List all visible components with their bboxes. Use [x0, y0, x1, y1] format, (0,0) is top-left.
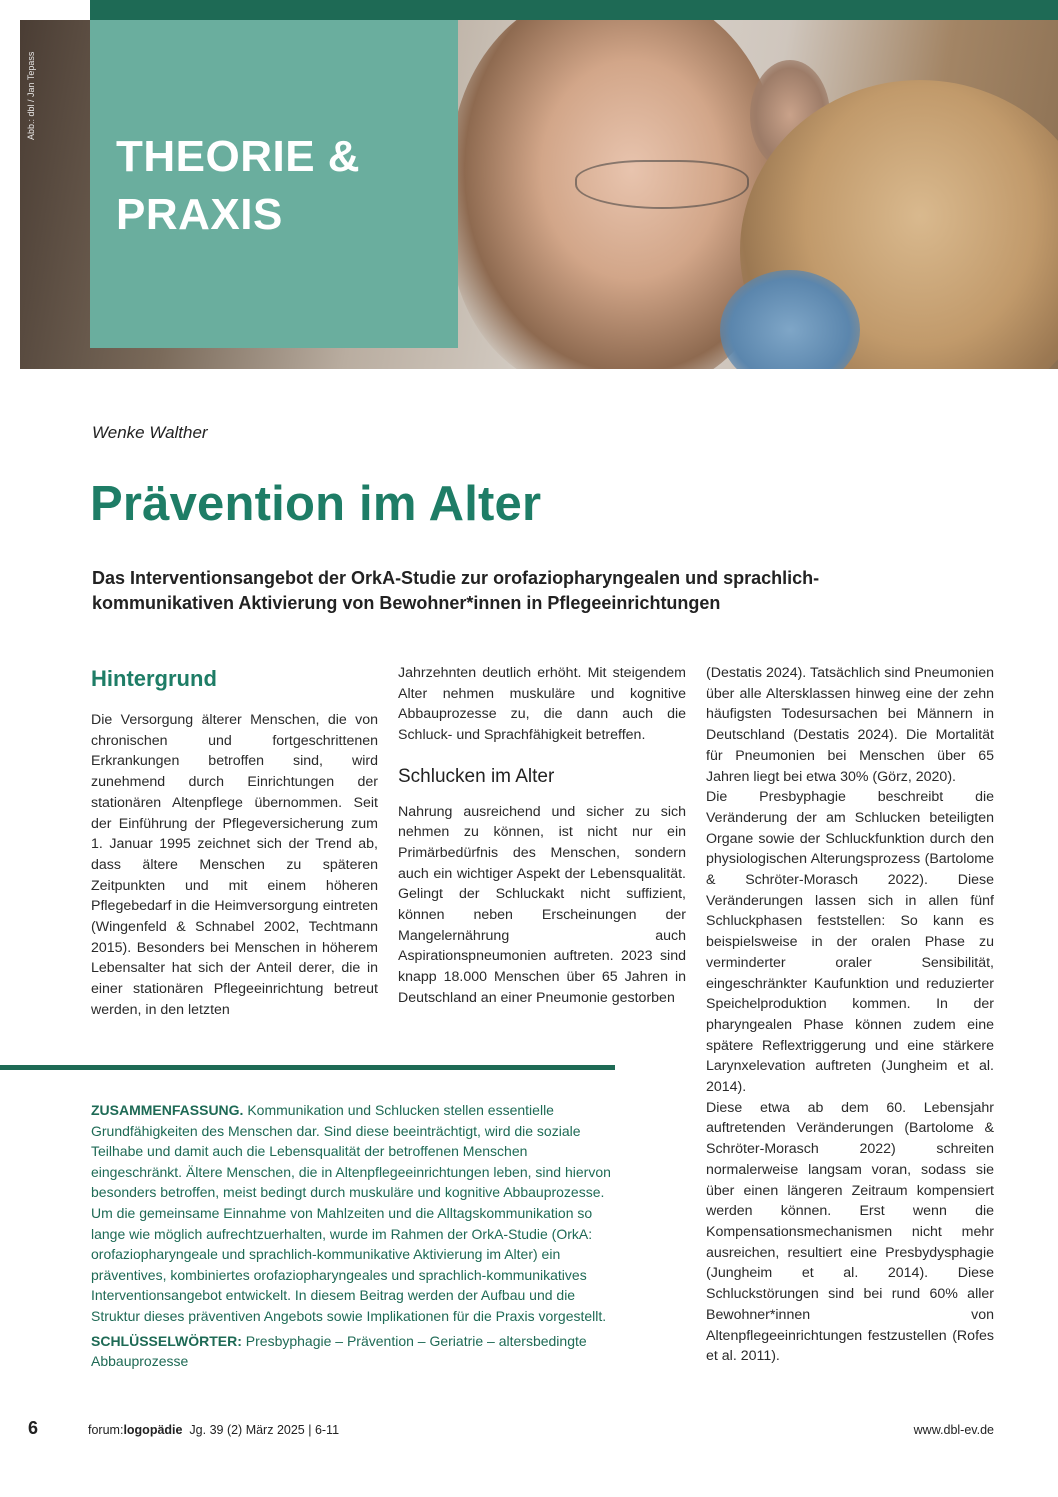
paragraph: Die Presbyphagie beschreibt die Veränderung der am Schlucken beteiligten Organe sowie der Schluckfunktion durch den physiologischen Alterungsprozess (Bartolome & Schröter-Morasch 2022). Diese Veränderungen lassen sich in allen fünf Schluckphasen feststellen: So kann es beispielsweise in der oralen Phase zu verminderter oraler Sensibilität, eingeschränkter Kaufunktion und reduzierter Speichelproduktion kommen. In der pharyngealen Phase können zudem eine spätere Reflextriggerung und eine stärkere Larynxelevation auftreten (Jungheim et al. 2014). [706, 789, 994, 1096]
paragraph: Jahrzehnten deutlich erhöht. Mit steigendem Alter nehmen muskuläre und kognitive Abbauprozesse zu, die dann auch die Schluck- und Sprachfähigkeit betreffen. [398, 665, 686, 744]
summary-label: ZUSAMMENFASSUNG. [91, 1102, 244, 1118]
paragraph: Nahrung ausreichend und sicher zu sich nehmen zu können, ist nicht nur ein Primärbedürfnis des Menschen, sondern auch ein wichtiger Aspekt der Lebensqualität. Gelingt der Schluckakt nicht suffizient, können neben Erscheinungen der Mangelernährung auch Aspirationspneumonien auftreten. 2023 sind knapp 18.000 Menschen über 65 Jahren in Deutschland an einer Pneumonie gestorben [398, 803, 686, 1006]
article-title: Prävention im Alter [90, 477, 542, 531]
publication-info [88, 1423, 339, 1437]
website-url: www.dbl-ev.de [913, 1423, 994, 1437]
page-number: 6 [28, 1418, 39, 1438]
section-label-line-2: PRAXIS [116, 190, 283, 239]
section-label [116, 128, 446, 244]
text-column-3 [706, 663, 994, 1367]
article-author: Wenke Walther [92, 423, 208, 442]
text-column-2 [398, 663, 686, 1009]
top-color-bar [90, 0, 1058, 20]
keywords [91, 1331, 615, 1372]
heading-schlucken-im-alter: Schlucken im Alter [398, 765, 555, 787]
brand-name: logopädie [123, 1423, 183, 1437]
paragraph: Diese etwa ab dem 60. Lebensjahr auftretenden Veränderungen (Bartolome & Schröter-Morasch 2022) schreiten normalerweise langsam voran, sodass sie über einen längeren Zeitraum kompensiert werden können. Erst wenn die Kompensationsmechanismen nicht mehr ausreichen, resultiert eine Presbydysphagie (Jungheim et al. 2014). Diese Schluckstörungen sind bei rund 60% aller Bewohner*innen von Altenpflegeeinrichtungen festzustellen (Rofes et al. 2011). [706, 1099, 994, 1365]
heading-hintergrund: Hintergrund [91, 666, 217, 691]
summary-text: Kommunikation und Schlucken stellen essentielle Grundfähigkeiten des Menschen dar. Sind diese beeinträchtigt, wird die soziale Teilhabe und damit auch die Lebensqualität der betroffenen Menschen eingeschränkt. Ältere Menschen, die in Altenpflegeeinrichtungen leben, sind hiervon besonders betroffen, meist bedingt durch muskuläre und kognitive Abbauprozesse. Um die gemeinsame Einnahme von Mahlzeiten und die Alltagskommunikation so lange wie möglich aufrechtzuerhalten, wurde im Rahmen der OrkA-Studie (OrkA: orofaziopharyngeale und sprachlich-kommunikative Aktivierung im Alter) ein präventives, kombiniertes orofaziopharyngeales und sprachlich-kommunikatives Interventionsangebot entwickelt. In diesem Beitrag werden der Aufbau und die Struktur dieses präventiven Angebots sowie Implikationen für die Praxis vorgestellt. [91, 1102, 611, 1324]
keywords-text: Presbyphagie – Prävention – Geriatrie – altersbedingte Abbauprozesse [91, 1332, 587, 1370]
paragraph: (Destatis 2024). Tatsächlich sind Pneumonien über alle Altersklassen hinweg eine der zehn häufigsten Todesursachen bei Männern in Deutschland (Destatis 2024). Die Mortalität für Pneumonien bei Menschen über 65 Jahren liegt bei etwa 30% (Görz, 2020). [706, 665, 994, 785]
keywords-label: SCHLÜSSELWÖRTER: [91, 1332, 242, 1349]
text-column-1 [91, 710, 378, 1021]
summary-box [91, 1100, 615, 1372]
section-label-line-1: THEORIE & [116, 132, 361, 181]
article-subtitle: Das Interventionsangebot der OrkA-Studie zur orofaziopharyngealen und sprachlich-kommunikativen Aktivierung von Bewohner*innen in Pflegeeinrichtungen [92, 568, 820, 613]
photo-credit: Abb.: dbl / Jan Tepass [26, 51, 36, 140]
summary-divider [0, 1065, 615, 1070]
paragraph: Die Versorgung älterer Menschen, die von chronischen und fortgeschrittenen Erkrankungen betroffen sind, wird zunehmend durch Einrichtungen der stationären Altenpflege übernommen. Seit der Einführung der Pflegeversicherung zum 1. Januar 1995 zeichnet sich der Trend ab, dass ältere Menschen zu späteren Zeitpunkten und mit einem höheren Pflegebedarf in die Heimversorgung eintreten (Wingenfeld & Schnabel 2002, Techtmann 2015). Besonders bei Menschen in höherem Lebensalter hat sich der Anteil derer, die in einer stationären Pflegeeinrichtung betreut werden, in den letzten [91, 712, 378, 1018]
photo-glasses [575, 160, 749, 209]
issue-info: Jg. 39 (2) März 2025 | 6-11 [189, 1423, 340, 1437]
summary-paragraph [91, 1100, 615, 1327]
brand-prefix: forum: [88, 1423, 124, 1437]
